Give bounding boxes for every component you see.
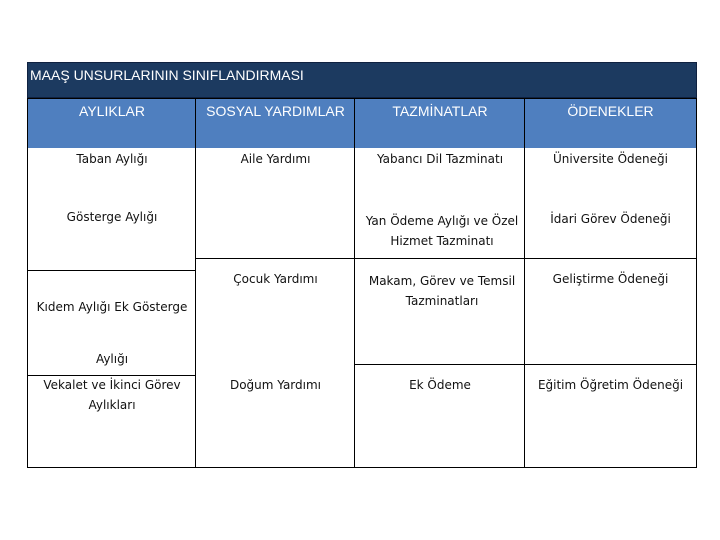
cell-makam-tazminati: Makam, Görev ve Temsil Tazminatları	[368, 274, 516, 308]
cell-kidem-ayligi: Kıdem Aylığı Ek Gösterge	[36, 300, 188, 314]
cell-idari-gorev-odenegi: İdari Görev Ödeneği	[550, 212, 671, 226]
header-sosyal-yardimlar: SOSYAL YARDIMLAR	[196, 99, 355, 148]
table-title: MAAŞ UNSURLARININ SINIFLANDIRMASI	[27, 62, 697, 98]
cell-cocuk-yardimi: Çocuk Yardımı	[233, 272, 318, 286]
row-divider	[355, 258, 696, 259]
cell-gelistirme-odenegi: Geliştirme Ödeneği	[552, 272, 669, 286]
row-divider	[195, 258, 355, 259]
cell-ek-odeme: Ek Ödeme	[409, 378, 471, 392]
cell-yan-odeme: Yan Ödeme Aylığı ve Özel Hizmet Tazminatı	[365, 214, 519, 248]
cell-kidem-ayligi-continued: Aylığı	[95, 352, 129, 366]
cell-universite-odenegi: Üniversite Ödeneği	[552, 152, 668, 166]
cell-gosterge-ayligi: Gösterge Aylığı	[66, 210, 158, 224]
cell-aile-yardimi: Aile Yardımı	[240, 152, 311, 166]
classification-table	[27, 98, 697, 468]
header-tazminatlar: TAZMİNATLAR	[355, 99, 525, 148]
cell-yabanci-dil-tazminati: Yabancı Dil Tazminatı	[376, 152, 504, 166]
row-divider	[28, 270, 195, 271]
header-ayliklar: AYLIKLAR	[28, 99, 196, 148]
cell-egitim-ogretim-odenegi: Eğitim Öğretim Ödeneği	[537, 378, 684, 392]
header-odenekler: ÖDENEKLER	[525, 99, 696, 148]
cell-dogum-yardimi: Doğum Yardımı	[229, 378, 322, 392]
row-divider	[355, 364, 696, 365]
cell-vekalet-aylik: Vekalet ve İkinci Görev Aylıkları	[43, 378, 181, 412]
cell-taban-ayligi: Taban Aylığı	[76, 152, 148, 166]
